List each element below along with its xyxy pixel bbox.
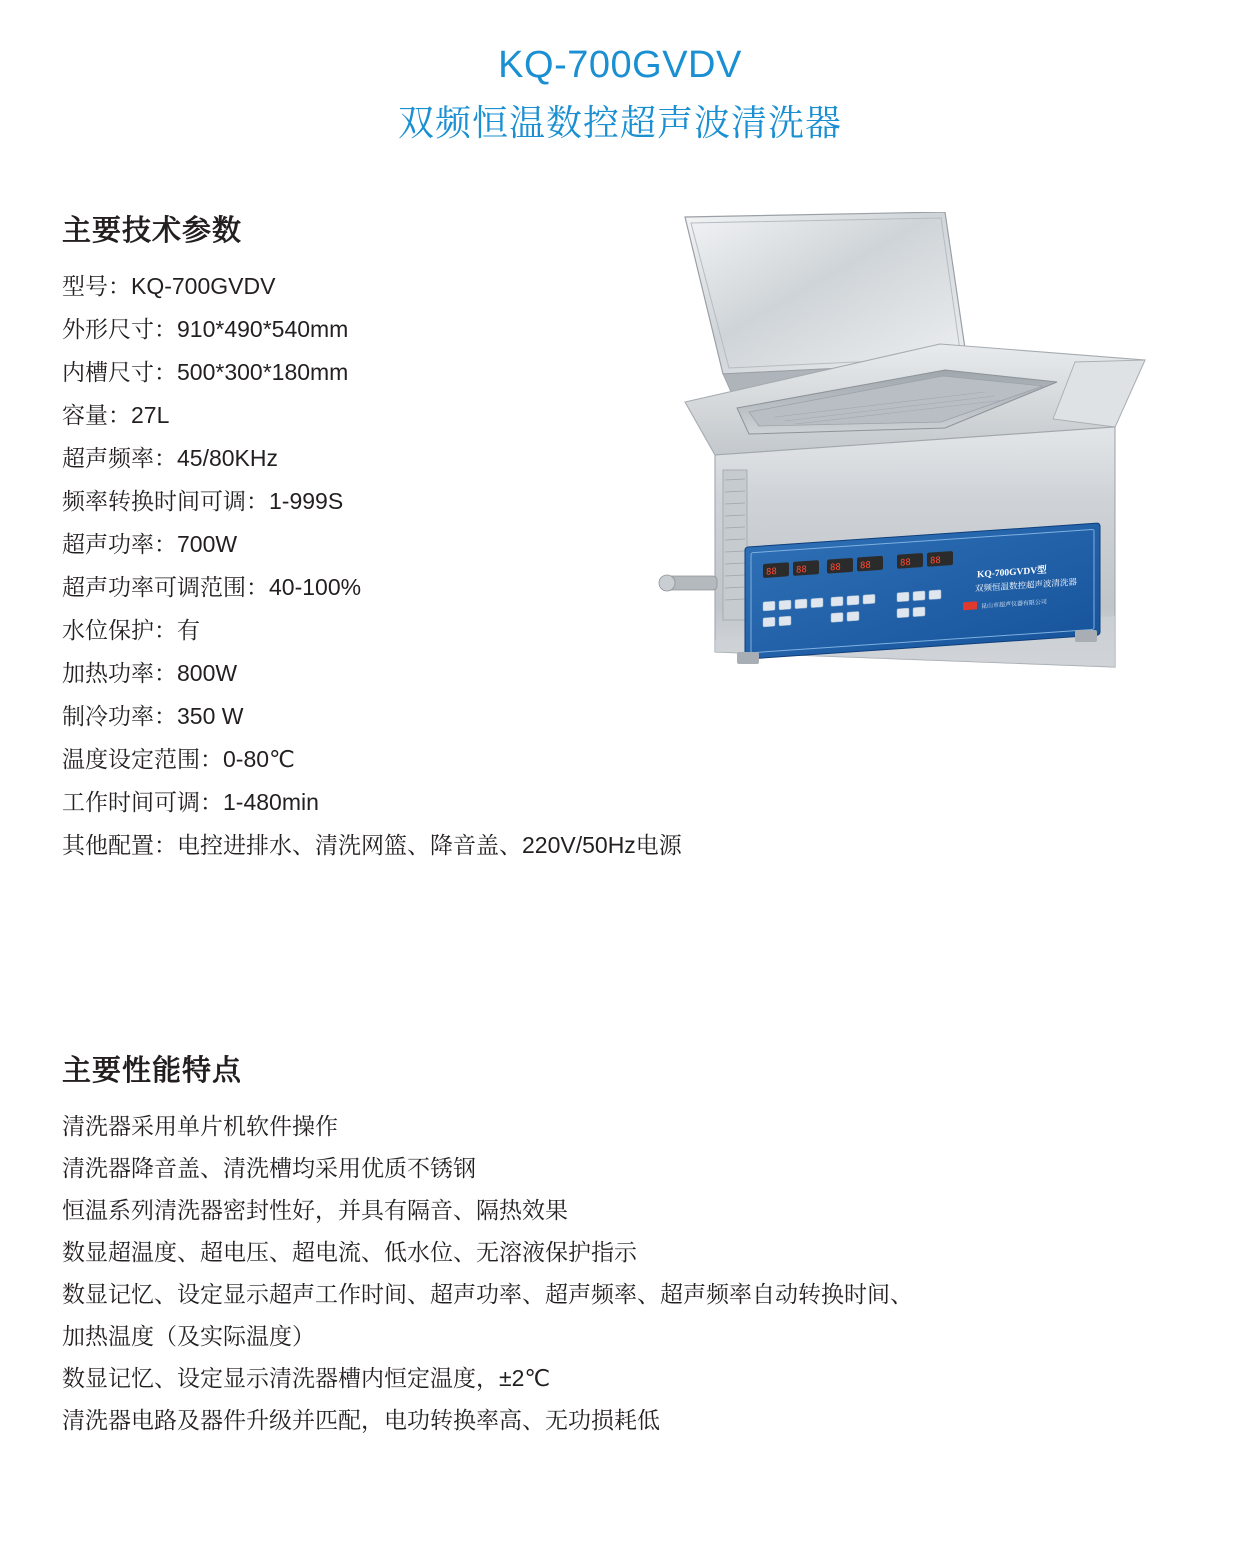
svg-text:88: 88 [796, 564, 807, 576]
list-item: 数显记忆、设定显示超声工作时间、超声功率、超声频率、超声频率自动转换时间、 [62, 1281, 913, 1307]
cabinet-foot [737, 652, 759, 664]
control-panel[interactable] [745, 523, 1100, 659]
page-title-product: 双频恒温数控超声波清洗器 [397, 101, 842, 143]
list-item: 数显超温度、超电压、超电流、低水位、无溶液保护指示 [62, 1239, 637, 1265]
list-item: 清洗器电路及器件升级并匹配，电功转换率高、无功损耗低 [62, 1407, 660, 1433]
drain-valve[interactable] [659, 575, 717, 591]
list-item: 清洗器采用单片机软件操作 [62, 1113, 338, 1139]
list-item: 内槽尺寸：500*300*180mm [62, 359, 349, 385]
list-item: 超声功率：700W [62, 531, 238, 557]
panel-model-label: KQ-700GVDV型 [977, 565, 1047, 581]
list-item: 制冷功率：350 W [62, 703, 244, 729]
product-image [645, 212, 1175, 732]
list-item: 清洗器降音盖、清洗槽均采用优质不锈钢 [62, 1155, 476, 1181]
technical-parameters-list [62, 265, 682, 867]
list-item: 数显记忆、设定显示清洗器槽内恒定温度，±2℃ [62, 1365, 551, 1391]
list-item: 超声功率可调范围：40-100% [62, 574, 362, 600]
list-item: 容量：27L [62, 402, 170, 428]
page-title-model: KQ-700GVDV [498, 44, 742, 86]
list-item: 超声频率：45/80KHz [62, 445, 279, 471]
list-item: 加热功率：800W [62, 660, 238, 686]
performance-features-section [62, 1048, 1162, 1441]
technical-parameters-heading: 主要技术参数 [62, 215, 243, 247]
technical-parameters-section [62, 208, 682, 867]
list-item: 外形尺寸：910*490*540mm [62, 316, 349, 342]
list-item: 温度设定范围：0-80℃ [62, 746, 295, 772]
list-item: 频率转换时间可调：1-999S [62, 488, 344, 514]
svg-text:88: 88 [766, 567, 777, 578]
list-item: 型号：KQ-700GVDV [62, 273, 276, 299]
panel-company-label: 昆山市超声仪器有限公司 [981, 599, 1047, 611]
list-item: 水位保护：有 [62, 617, 200, 643]
ventilation-grille [723, 470, 747, 620]
list-item: 恒温系列清洗器密封性好，并具有隔音、隔热效果 [62, 1197, 568, 1223]
performance-features-heading: 主要性能特点 [62, 1055, 243, 1087]
panel-product-label: 双频恒温数控超声波清洗器 [975, 576, 1077, 594]
page-header [0, 0, 1240, 148]
svg-text:88: 88 [930, 555, 941, 567]
svg-text:88: 88 [860, 560, 871, 572]
svg-text:88: 88 [830, 562, 841, 574]
list-item: 工作时间可调：1-480min [62, 789, 319, 815]
list-item: 其他配置：电控进排水、清洗网篮、降音盖、220V/50Hz电源 [62, 832, 682, 858]
list-item: 加热温度（及实际温度） [62, 1323, 315, 1349]
performance-features-list [62, 1105, 1162, 1441]
svg-text:88: 88 [900, 557, 911, 569]
cabinet-foot [1075, 630, 1097, 642]
